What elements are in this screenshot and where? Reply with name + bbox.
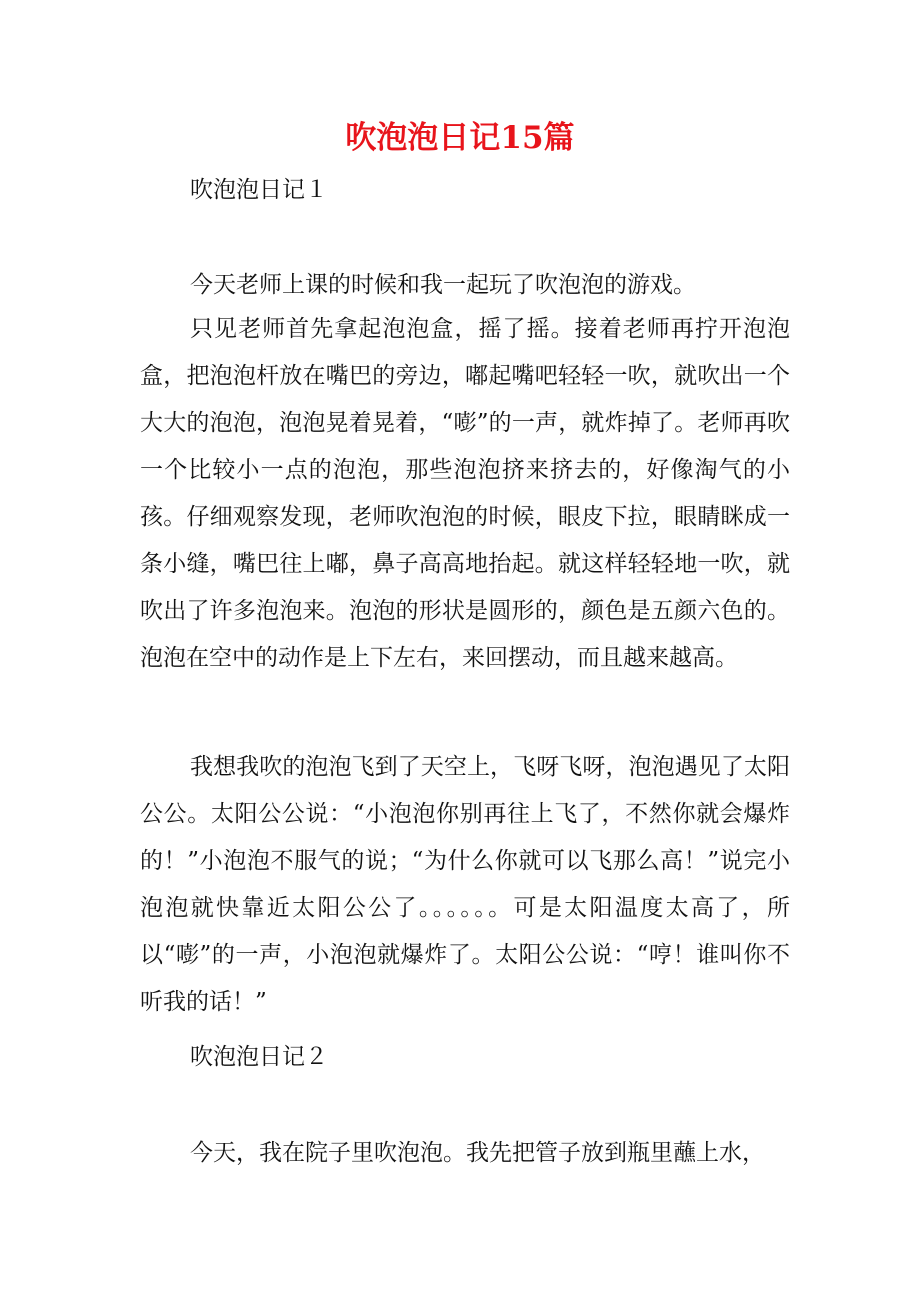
- paragraph-4: 今天，我在院子里吹泡泡。我先把管子放到瓶里蘸上水，: [190, 1140, 765, 1166]
- paragraph-3: 我想我吹的泡泡飞到了天空上，飞呀飞呀，泡泡遇见了太阳公公。太阳公公说：“小泡泡你别再往上飞了，不然你就会爆炸的！”小泡泡不服气的说；“为什么你就可以飞那么高！”说完小泡泡就快靠近太阳公公了。。。。。。可是太阳温度太高了，所以“嘭”的一声，小泡泡就爆炸了。太阳公公说：“哼！谁叫你不听我的话！”: [140, 754, 790, 1015]
- paragraph-2: 只见老师首先拿起泡泡盒，摇了摇。接着老师再拧开泡泡盒，把泡泡杆放在嘴巴的旁边，嘟起嘴吧轻轻一吹，就吹出一个大大的泡泡，泡泡晃着晃着，“嘭”的一声，就炸掉了。老师再吹一个比较小一点的泡泡，那些泡泡挤来挤去的，好像淘气的小孩。仔细观察发现，老师吹泡泡的时候，眼皮下拉，眼睛眯成一条小缝，嘴巴往上嘟，鼻子高高地抬起。就这样轻轻地一吹，就吹出了许多泡泡来。泡泡的形状是圆形的，颜色是五颜六色的。泡泡在空中的动作是上下左右，来回摆动，而且越来越高。: [140, 316, 790, 671]
- paragraph-1: 今天老师上课的时候和我一起玩了吹泡泡的游戏。: [190, 272, 696, 298]
- document-title: 吹泡泡日记15篇: [345, 120, 575, 156]
- section-heading-1: 吹泡泡日记１: [190, 177, 328, 203]
- section-heading-2: 吹泡泡日记２: [190, 1044, 328, 1070]
